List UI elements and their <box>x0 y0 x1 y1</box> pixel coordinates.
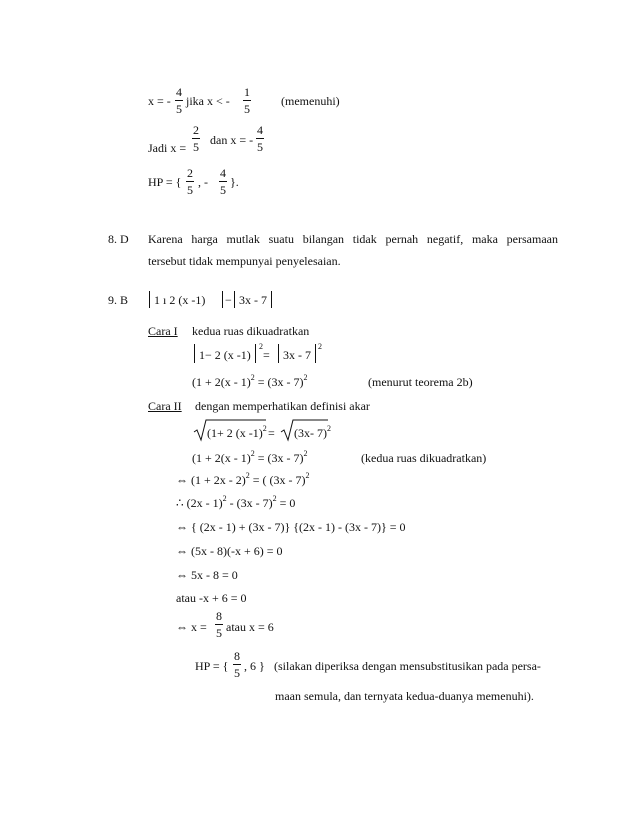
cara1-eq1-sup2: 2 <box>318 342 322 351</box>
q9-eq-right: 3x - 7 <box>239 293 267 307</box>
q8-text-line2: tersebut tidak mempunyai penyelesaian. <box>148 254 341 268</box>
cara1-desc: kedua ruas dikuadratkan <box>192 324 310 338</box>
root-right <box>294 424 331 440</box>
exponent: 2 <box>245 471 250 480</box>
line1-lhs: x = - <box>148 94 171 108</box>
therefore-icon: ∴ <box>176 496 184 510</box>
fraction-numerator: 4 <box>220 166 226 180</box>
step-text: (2x - 1) <box>183 496 223 510</box>
fraction-denominator: 5 <box>244 102 250 116</box>
exponent: 2 <box>250 373 255 382</box>
cara1-eq1-sup1: 2 <box>259 342 263 351</box>
exponent: 2 <box>272 494 277 503</box>
step-line <box>176 494 296 510</box>
step-line <box>176 471 310 487</box>
hp-note-line1: (silakan diperiksa dengan mensubstitusikan pada persa- <box>274 659 541 673</box>
fraction-numerator: 4 <box>257 123 263 137</box>
fraction-numerator: 4 <box>176 85 182 99</box>
line1-note: (memenuhi) <box>281 94 340 108</box>
final-rhs: atau x = 6 <box>226 620 274 634</box>
fraction <box>215 610 223 639</box>
step-line <box>176 545 283 557</box>
q8-text-line1: Karena harga mutlak suatu bilangan tidak pernah negatif, maka persamaan <box>148 232 558 246</box>
line1-condition: jika x < - <box>186 94 230 108</box>
root-left <box>207 424 267 440</box>
root-left-text: (1+ 2 (x -1) <box>207 426 263 440</box>
fraction <box>192 124 200 153</box>
final-lhs: x = <box>188 620 207 634</box>
q9-eq-mid: − <box>225 293 232 307</box>
equivalence-icon: ⇔ <box>176 544 188 558</box>
fraction-numerator: 2 <box>187 166 193 180</box>
fraction <box>219 167 227 196</box>
root-eq: = <box>268 426 275 440</box>
cara2-desc: dengan memperhatikan definisi akar <box>195 399 370 413</box>
exponent: 2 <box>262 424 267 433</box>
exponent: 2 <box>303 449 308 458</box>
cara2-eq2-note: (kedua ruas dikuadratkan) <box>361 451 487 465</box>
equivalence-icon: ⇔ <box>176 473 188 487</box>
equivalence-icon: ⇔ <box>176 520 188 534</box>
fraction-denominator: 5 <box>193 140 199 154</box>
equivalence-icon: ⇔ <box>176 620 188 634</box>
hp-mid: , 6 } <box>244 659 265 673</box>
abs-bar <box>222 291 223 308</box>
step-text: = ( (3x - 7) <box>249 473 306 487</box>
equivalence-icon: ⇔ <box>176 568 188 582</box>
step-text: (1 + 2x - 2) <box>188 473 246 487</box>
exponent: 2 <box>250 449 255 458</box>
eq-part: = (3x - 7) <box>254 451 304 465</box>
atau-line: atau -x + 6 = 0 <box>176 591 247 605</box>
exponent: 2 <box>305 471 310 480</box>
cara1-label: Cara I <box>148 324 178 338</box>
fraction <box>243 86 251 115</box>
fraction <box>256 124 264 153</box>
fraction-denominator: 5 <box>257 140 263 154</box>
step-text: (5x - 8)(-x + 6) = 0 <box>188 544 283 558</box>
step-line <box>176 569 238 581</box>
cara1-eq2-note: (menurut teorema 2b) <box>368 375 473 389</box>
abs-bar <box>149 291 150 308</box>
eq-part: (1 + 2(x - 1) <box>192 375 251 389</box>
cara1-eq1-left: 1− 2 (x -1) <box>199 348 251 362</box>
q9-eq-left: 1 ı 2 (x -1) <box>154 293 206 307</box>
q9-number: 9. B <box>108 293 129 307</box>
eq-part: (1 + 2(x - 1) <box>192 451 251 465</box>
abs-bar <box>255 344 256 363</box>
root-right-text: (3x- 7) <box>294 426 327 440</box>
fraction <box>175 86 183 115</box>
step-line <box>176 521 406 533</box>
eq-part: = (3x - 7) <box>254 375 304 389</box>
cara2-eq2 <box>192 449 308 465</box>
abs-bar <box>315 344 316 363</box>
abs-bar <box>234 291 235 308</box>
exponent: 2 <box>303 373 308 382</box>
line3-lhs: HP = { <box>148 175 182 189</box>
line3-mid: , - <box>198 175 208 189</box>
exponent: 2 <box>222 494 227 503</box>
fraction-numerator: 8 <box>234 649 240 663</box>
q8-number: 8. D <box>108 232 129 246</box>
fraction <box>233 650 241 679</box>
abs-bar <box>271 291 272 308</box>
fraction <box>186 167 194 196</box>
step-text: { (2x - 1) + (3x - 7)} {(2x - 1) - (3x - 7)} = 0 <box>188 520 406 534</box>
fraction-denominator: 5 <box>220 183 226 197</box>
fraction-denominator: 5 <box>176 102 182 116</box>
fraction-denominator: 5 <box>216 626 222 640</box>
line2-lhs: Jadi x = <box>148 141 187 155</box>
line3-end: }. <box>230 175 239 189</box>
hp-lhs: HP = { <box>195 659 229 673</box>
cara1-eq1-right: 3x - 7 <box>283 348 311 362</box>
cara2-label: Cara II <box>148 399 182 413</box>
abs-bar <box>194 344 195 363</box>
abs-bar <box>278 344 279 363</box>
exponent: 2 <box>327 424 331 433</box>
fraction-numerator: 8 <box>216 609 222 623</box>
step-text: 5x - 8 = 0 <box>188 568 238 582</box>
hp-note-line2: maan semula, dan ternyata kedua-duanya memenuhi). <box>275 689 534 703</box>
fraction-denominator: 5 <box>187 183 193 197</box>
fraction-numerator: 1 <box>244 85 250 99</box>
cara1-eq1-eq: = <box>263 348 270 362</box>
fraction-numerator: 2 <box>193 123 199 137</box>
final-line <box>176 621 207 633</box>
step-text: = 0 <box>276 496 296 510</box>
cara1-eq2 <box>192 373 308 389</box>
step-text: - (3x - 7) <box>226 496 273 510</box>
fraction-denominator: 5 <box>234 666 240 680</box>
line2-mid: dan x = - <box>210 133 254 147</box>
